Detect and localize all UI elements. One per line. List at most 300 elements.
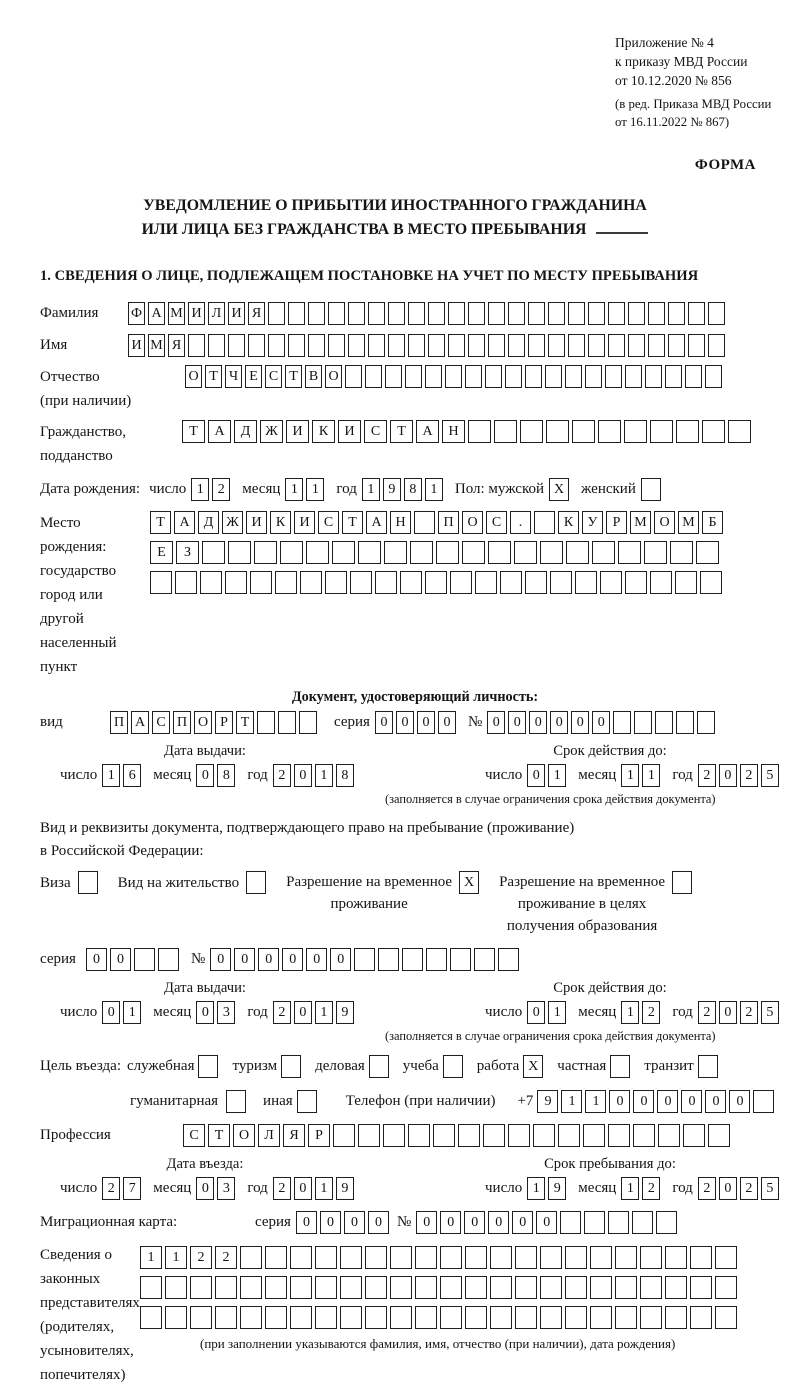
char-cell[interactable] bbox=[558, 1124, 580, 1147]
char-cell[interactable] bbox=[650, 571, 672, 594]
char-cell[interactable] bbox=[345, 365, 362, 388]
char-cell[interactable] bbox=[655, 711, 673, 734]
char-cell[interactable]: П bbox=[438, 511, 459, 534]
char-cell[interactable]: 1 bbox=[362, 478, 380, 501]
char-cell[interactable]: 0 bbox=[344, 1211, 365, 1234]
char-cell[interactable] bbox=[365, 1246, 387, 1269]
char-cell[interactable] bbox=[688, 302, 705, 325]
stay-year-input[interactable] bbox=[698, 1177, 782, 1200]
char-cell[interactable] bbox=[690, 1246, 712, 1269]
char-cell[interactable] bbox=[488, 541, 511, 564]
char-cell[interactable] bbox=[546, 420, 569, 443]
char-cell[interactable]: 2 bbox=[273, 1177, 291, 1200]
char-cell[interactable]: 1 bbox=[315, 1001, 333, 1024]
char-cell[interactable]: 5 bbox=[761, 1001, 779, 1024]
char-cell[interactable]: 0 bbox=[512, 1211, 533, 1234]
char-cell[interactable] bbox=[705, 365, 722, 388]
char-cell[interactable]: 1 bbox=[285, 478, 303, 501]
char-cell[interactable]: 0 bbox=[681, 1090, 702, 1113]
char-cell[interactable]: О bbox=[462, 511, 483, 534]
char-cell[interactable] bbox=[508, 302, 525, 325]
char-cell[interactable] bbox=[708, 1124, 730, 1147]
char-cell[interactable] bbox=[390, 1276, 412, 1299]
char-cell[interactable] bbox=[332, 541, 355, 564]
char-cell[interactable]: 3 bbox=[217, 1177, 235, 1200]
char-cell[interactable] bbox=[308, 334, 325, 357]
char-cell[interactable] bbox=[290, 1306, 312, 1329]
char-cell[interactable] bbox=[436, 541, 459, 564]
char-cell[interactable] bbox=[440, 1246, 462, 1269]
char-cell[interactable]: 0 bbox=[488, 1211, 509, 1234]
char-cell[interactable]: И bbox=[228, 302, 245, 325]
char-cell[interactable]: 2 bbox=[642, 1177, 660, 1200]
char-cell[interactable]: 2 bbox=[273, 764, 291, 787]
char-cell[interactable] bbox=[465, 365, 482, 388]
char-cell[interactable]: 1 bbox=[315, 764, 333, 787]
char-cell[interactable] bbox=[190, 1306, 212, 1329]
edu-permit-checkbox[interactable] bbox=[672, 871, 695, 894]
char-cell[interactable] bbox=[583, 1124, 605, 1147]
char-cell[interactable]: 0 bbox=[719, 1001, 737, 1024]
char-cell[interactable] bbox=[440, 1276, 462, 1299]
char-cell[interactable] bbox=[600, 571, 622, 594]
char-cell[interactable] bbox=[448, 334, 465, 357]
char-cell[interactable] bbox=[340, 1246, 362, 1269]
birthplace-row3-input[interactable] bbox=[150, 571, 726, 594]
char-cell[interactable] bbox=[475, 571, 497, 594]
char-cell[interactable] bbox=[590, 1246, 612, 1269]
char-cell[interactable]: О bbox=[194, 711, 212, 734]
char-cell[interactable] bbox=[140, 1276, 162, 1299]
char-cell[interactable]: 0 bbox=[282, 948, 303, 971]
char-cell[interactable] bbox=[584, 1211, 605, 1234]
char-cell[interactable]: К bbox=[312, 420, 335, 443]
permit-valid-year-input[interactable] bbox=[698, 1001, 782, 1024]
char-cell[interactable]: 1 bbox=[621, 764, 639, 787]
char-cell[interactable]: С bbox=[364, 420, 387, 443]
char-cell[interactable] bbox=[490, 1246, 512, 1269]
char-cell[interactable]: 0 bbox=[417, 711, 435, 734]
char-cell[interactable] bbox=[448, 302, 465, 325]
char-cell[interactable] bbox=[610, 1055, 630, 1078]
char-cell[interactable] bbox=[608, 302, 625, 325]
char-cell[interactable] bbox=[428, 302, 445, 325]
char-cell[interactable] bbox=[715, 1306, 737, 1329]
char-cell[interactable] bbox=[528, 302, 545, 325]
citizenship-input[interactable] bbox=[182, 420, 754, 443]
char-cell[interactable]: 0 bbox=[719, 764, 737, 787]
char-cell[interactable] bbox=[378, 948, 399, 971]
char-cell[interactable] bbox=[265, 1246, 287, 1269]
char-cell[interactable] bbox=[428, 334, 445, 357]
char-cell[interactable] bbox=[483, 1124, 505, 1147]
char-cell[interactable] bbox=[325, 571, 347, 594]
char-cell[interactable] bbox=[450, 948, 471, 971]
char-cell[interactable] bbox=[425, 571, 447, 594]
char-cell[interactable]: 0 bbox=[296, 1211, 317, 1234]
char-cell[interactable]: 9 bbox=[548, 1177, 566, 1200]
char-cell[interactable] bbox=[328, 302, 345, 325]
char-cell[interactable]: 0 bbox=[529, 711, 547, 734]
char-cell[interactable]: 2 bbox=[698, 1177, 716, 1200]
doc-series-input[interactable] bbox=[375, 711, 459, 734]
permit-series-input[interactable] bbox=[86, 948, 182, 971]
char-cell[interactable]: О bbox=[185, 365, 202, 388]
char-cell[interactable]: Я bbox=[283, 1124, 305, 1147]
birth-year-input[interactable] bbox=[362, 478, 446, 501]
char-cell[interactable]: 0 bbox=[320, 1211, 341, 1234]
char-cell[interactable] bbox=[315, 1276, 337, 1299]
char-cell[interactable] bbox=[225, 571, 247, 594]
doc-number-input[interactable] bbox=[487, 711, 718, 734]
char-cell[interactable] bbox=[575, 571, 597, 594]
purpose-commercial-checkbox[interactable] bbox=[369, 1055, 392, 1078]
char-cell[interactable]: 0 bbox=[294, 1001, 312, 1024]
char-cell[interactable] bbox=[240, 1306, 262, 1329]
char-cell[interactable]: 9 bbox=[383, 478, 401, 501]
char-cell[interactable] bbox=[300, 571, 322, 594]
char-cell[interactable]: Я bbox=[168, 334, 185, 357]
char-cell[interactable]: 1 bbox=[548, 764, 566, 787]
char-cell[interactable] bbox=[675, 571, 697, 594]
char-cell[interactable] bbox=[485, 365, 502, 388]
char-cell[interactable] bbox=[572, 420, 595, 443]
char-cell[interactable]: 1 bbox=[123, 1001, 141, 1024]
char-cell[interactable] bbox=[390, 1306, 412, 1329]
char-cell[interactable]: М bbox=[678, 511, 699, 534]
char-cell[interactable]: И bbox=[246, 511, 267, 534]
char-cell[interactable] bbox=[628, 302, 645, 325]
char-cell[interactable]: 8 bbox=[217, 764, 235, 787]
char-cell[interactable]: Ж bbox=[260, 420, 283, 443]
doc-kind-input[interactable] bbox=[110, 711, 320, 734]
char-cell[interactable]: К bbox=[270, 511, 291, 534]
char-cell[interactable] bbox=[462, 541, 485, 564]
char-cell[interactable] bbox=[290, 1276, 312, 1299]
char-cell[interactable]: А bbox=[131, 711, 149, 734]
char-cell[interactable] bbox=[383, 1124, 405, 1147]
char-cell[interactable] bbox=[290, 1246, 312, 1269]
patronymic-input[interactable] bbox=[185, 365, 725, 388]
char-cell[interactable] bbox=[228, 541, 251, 564]
purpose-tourism-checkbox[interactable] bbox=[281, 1055, 304, 1078]
char-cell[interactable] bbox=[468, 334, 485, 357]
sex-male-checkbox[interactable] bbox=[549, 478, 572, 501]
char-cell[interactable] bbox=[408, 1124, 430, 1147]
char-cell[interactable] bbox=[275, 571, 297, 594]
char-cell[interactable] bbox=[281, 1055, 301, 1078]
char-cell[interactable] bbox=[348, 302, 365, 325]
char-cell[interactable]: Е bbox=[150, 541, 173, 564]
char-cell[interactable] bbox=[548, 334, 565, 357]
char-cell[interactable]: С bbox=[486, 511, 507, 534]
char-cell[interactable] bbox=[640, 1306, 662, 1329]
char-cell[interactable]: Ф bbox=[128, 302, 145, 325]
char-cell[interactable] bbox=[634, 711, 652, 734]
char-cell[interactable] bbox=[658, 1124, 680, 1147]
char-cell[interactable]: 0 bbox=[536, 1211, 557, 1234]
char-cell[interactable]: О bbox=[233, 1124, 255, 1147]
char-cell[interactable] bbox=[633, 1124, 655, 1147]
stay-day-input[interactable] bbox=[527, 1177, 569, 1200]
char-cell[interactable] bbox=[402, 948, 423, 971]
char-cell[interactable] bbox=[540, 541, 563, 564]
char-cell[interactable]: 0 bbox=[527, 764, 545, 787]
char-cell[interactable] bbox=[508, 1124, 530, 1147]
stay-month-input[interactable] bbox=[621, 1177, 663, 1200]
char-cell[interactable] bbox=[415, 1276, 437, 1299]
char-cell[interactable] bbox=[645, 365, 662, 388]
char-cell[interactable] bbox=[265, 1276, 287, 1299]
char-cell[interactable] bbox=[240, 1246, 262, 1269]
char-cell[interactable]: А bbox=[366, 511, 387, 534]
char-cell[interactable]: 5 bbox=[761, 1177, 779, 1200]
char-cell[interactable]: . bbox=[510, 511, 531, 534]
char-cell[interactable]: М bbox=[148, 334, 165, 357]
char-cell[interactable]: 0 bbox=[440, 1211, 461, 1234]
char-cell[interactable]: Т bbox=[236, 711, 254, 734]
char-cell[interactable] bbox=[515, 1276, 537, 1299]
char-cell[interactable] bbox=[540, 1246, 562, 1269]
purpose-private-checkbox[interactable] bbox=[610, 1055, 633, 1078]
char-cell[interactable] bbox=[415, 1306, 437, 1329]
char-cell[interactable]: 2 bbox=[273, 1001, 291, 1024]
char-cell[interactable]: Т bbox=[390, 420, 413, 443]
doc-issue-day-input[interactable] bbox=[102, 764, 144, 787]
char-cell[interactable]: Н bbox=[390, 511, 411, 534]
char-cell[interactable] bbox=[254, 541, 277, 564]
char-cell[interactable]: 0 bbox=[330, 948, 351, 971]
char-cell[interactable]: 2 bbox=[215, 1246, 237, 1269]
char-cell[interactable] bbox=[545, 365, 562, 388]
char-cell[interactable] bbox=[648, 334, 665, 357]
sex-female-checkbox[interactable] bbox=[641, 478, 664, 501]
char-cell[interactable] bbox=[753, 1090, 774, 1113]
char-cell[interactable] bbox=[308, 302, 325, 325]
char-cell[interactable]: С bbox=[265, 365, 282, 388]
char-cell[interactable] bbox=[400, 571, 422, 594]
char-cell[interactable] bbox=[433, 1124, 455, 1147]
char-cell[interactable] bbox=[288, 302, 305, 325]
char-cell[interactable]: М bbox=[630, 511, 651, 534]
char-cell[interactable] bbox=[268, 302, 285, 325]
char-cell[interactable] bbox=[515, 1306, 537, 1329]
char-cell[interactable] bbox=[592, 541, 615, 564]
char-cell[interactable]: Т bbox=[182, 420, 205, 443]
char-cell[interactable] bbox=[215, 1306, 237, 1329]
char-cell[interactable] bbox=[624, 420, 647, 443]
char-cell[interactable]: Л bbox=[208, 302, 225, 325]
char-cell[interactable] bbox=[685, 365, 702, 388]
char-cell[interactable] bbox=[208, 334, 225, 357]
char-cell[interactable]: З bbox=[176, 541, 199, 564]
char-cell[interactable] bbox=[488, 302, 505, 325]
char-cell[interactable] bbox=[299, 711, 317, 734]
char-cell[interactable] bbox=[644, 541, 667, 564]
doc-issue-month-input[interactable] bbox=[196, 764, 238, 787]
char-cell[interactable] bbox=[257, 711, 275, 734]
representatives-row2-input[interactable] bbox=[140, 1276, 740, 1299]
char-cell[interactable]: Л bbox=[258, 1124, 280, 1147]
char-cell[interactable]: 0 bbox=[375, 711, 393, 734]
char-cell[interactable] bbox=[365, 1306, 387, 1329]
char-cell[interactable]: Т bbox=[285, 365, 302, 388]
char-cell[interactable]: Ч bbox=[225, 365, 242, 388]
char-cell[interactable] bbox=[445, 365, 462, 388]
char-cell[interactable] bbox=[676, 711, 694, 734]
representatives-row1-input[interactable] bbox=[140, 1246, 740, 1269]
char-cell[interactable] bbox=[565, 1276, 587, 1299]
char-cell[interactable] bbox=[520, 420, 543, 443]
char-cell[interactable]: А bbox=[148, 302, 165, 325]
char-cell[interactable] bbox=[354, 948, 375, 971]
lastname-input[interactable] bbox=[128, 302, 728, 325]
char-cell[interactable] bbox=[158, 948, 179, 971]
char-cell[interactable] bbox=[414, 511, 435, 534]
purpose-study-checkbox[interactable] bbox=[443, 1055, 466, 1078]
phone-input[interactable] bbox=[537, 1090, 777, 1113]
char-cell[interactable] bbox=[405, 365, 422, 388]
char-cell[interactable] bbox=[190, 1276, 212, 1299]
char-cell[interactable] bbox=[340, 1276, 362, 1299]
char-cell[interactable]: П bbox=[173, 711, 191, 734]
char-cell[interactable]: Р bbox=[215, 711, 233, 734]
char-cell[interactable]: Т bbox=[208, 1124, 230, 1147]
char-cell[interactable]: 0 bbox=[416, 1211, 437, 1234]
char-cell[interactable] bbox=[640, 1276, 662, 1299]
char-cell[interactable]: X bbox=[459, 871, 479, 894]
char-cell[interactable]: 1 bbox=[621, 1177, 639, 1200]
mig-series-input[interactable] bbox=[296, 1211, 392, 1234]
char-cell[interactable] bbox=[550, 571, 572, 594]
char-cell[interactable]: 0 bbox=[110, 948, 131, 971]
char-cell[interactable] bbox=[268, 334, 285, 357]
char-cell[interactable]: 0 bbox=[294, 1177, 312, 1200]
char-cell[interactable]: 0 bbox=[396, 711, 414, 734]
char-cell[interactable]: 0 bbox=[609, 1090, 630, 1113]
char-cell[interactable] bbox=[202, 541, 225, 564]
char-cell[interactable] bbox=[134, 948, 155, 971]
char-cell[interactable] bbox=[525, 571, 547, 594]
char-cell[interactable] bbox=[702, 420, 725, 443]
char-cell[interactable] bbox=[198, 1055, 218, 1078]
char-cell[interactable]: 8 bbox=[404, 478, 422, 501]
char-cell[interactable]: Т bbox=[205, 365, 222, 388]
char-cell[interactable] bbox=[248, 334, 265, 357]
char-cell[interactable] bbox=[605, 365, 622, 388]
char-cell[interactable]: 1 bbox=[527, 1177, 545, 1200]
char-cell[interactable]: Н bbox=[442, 420, 465, 443]
char-cell[interactable]: Р bbox=[308, 1124, 330, 1147]
char-cell[interactable]: 0 bbox=[705, 1090, 726, 1113]
char-cell[interactable] bbox=[565, 1246, 587, 1269]
char-cell[interactable] bbox=[588, 334, 605, 357]
doc-valid-year-input[interactable] bbox=[698, 764, 782, 787]
char-cell[interactable] bbox=[188, 334, 205, 357]
char-cell[interactable]: 1 bbox=[165, 1246, 187, 1269]
char-cell[interactable]: С bbox=[183, 1124, 205, 1147]
char-cell[interactable] bbox=[525, 365, 542, 388]
char-cell[interactable] bbox=[690, 1276, 712, 1299]
char-cell[interactable] bbox=[358, 1124, 380, 1147]
char-cell[interactable]: 0 bbox=[294, 764, 312, 787]
char-cell[interactable] bbox=[375, 571, 397, 594]
char-cell[interactable]: 0 bbox=[633, 1090, 654, 1113]
birthplace-row2-input[interactable] bbox=[150, 541, 726, 564]
char-cell[interactable]: 0 bbox=[527, 1001, 545, 1024]
purpose-humanitarian-checkbox[interactable] bbox=[226, 1090, 249, 1113]
entry-day-input[interactable] bbox=[102, 1177, 144, 1200]
char-cell[interactable] bbox=[333, 1124, 355, 1147]
char-cell[interactable] bbox=[368, 334, 385, 357]
char-cell[interactable] bbox=[425, 365, 442, 388]
char-cell[interactable] bbox=[688, 334, 705, 357]
char-cell[interactable]: 2 bbox=[740, 764, 758, 787]
char-cell[interactable] bbox=[494, 420, 517, 443]
char-cell[interactable]: А bbox=[174, 511, 195, 534]
char-cell[interactable]: 5 bbox=[761, 764, 779, 787]
char-cell[interactable] bbox=[560, 1211, 581, 1234]
char-cell[interactable] bbox=[505, 365, 522, 388]
char-cell[interactable] bbox=[566, 541, 589, 564]
purpose-other-checkbox[interactable] bbox=[297, 1090, 320, 1113]
temp-permit-checkbox[interactable] bbox=[459, 871, 482, 894]
char-cell[interactable]: 2 bbox=[740, 1177, 758, 1200]
char-cell[interactable]: 9 bbox=[336, 1177, 354, 1200]
permit-issue-day-input[interactable] bbox=[102, 1001, 144, 1024]
char-cell[interactable]: В bbox=[305, 365, 322, 388]
char-cell[interactable]: О bbox=[325, 365, 342, 388]
char-cell[interactable]: 9 bbox=[336, 1001, 354, 1024]
char-cell[interactable] bbox=[625, 365, 642, 388]
char-cell[interactable]: 0 bbox=[571, 711, 589, 734]
birthplace-row1-input[interactable] bbox=[150, 511, 726, 534]
purpose-transit-checkbox[interactable] bbox=[698, 1055, 721, 1078]
char-cell[interactable] bbox=[608, 1124, 630, 1147]
char-cell[interactable]: 1 bbox=[585, 1090, 606, 1113]
permit-valid-day-input[interactable] bbox=[527, 1001, 569, 1024]
char-cell[interactable]: 2 bbox=[740, 1001, 758, 1024]
char-cell[interactable] bbox=[665, 365, 682, 388]
char-cell[interactable]: М bbox=[168, 302, 185, 325]
char-cell[interactable]: 6 bbox=[123, 764, 141, 787]
char-cell[interactable] bbox=[641, 478, 661, 501]
char-cell[interactable] bbox=[297, 1090, 317, 1113]
char-cell[interactable] bbox=[390, 1246, 412, 1269]
char-cell[interactable] bbox=[568, 334, 585, 357]
char-cell[interactable]: Е bbox=[245, 365, 262, 388]
char-cell[interactable] bbox=[465, 1246, 487, 1269]
char-cell[interactable] bbox=[608, 1211, 629, 1234]
char-cell[interactable]: 1 bbox=[102, 764, 120, 787]
char-cell[interactable]: 1 bbox=[140, 1246, 162, 1269]
char-cell[interactable] bbox=[590, 1306, 612, 1329]
char-cell[interactable] bbox=[458, 1124, 480, 1147]
char-cell[interactable] bbox=[175, 571, 197, 594]
mig-number-input[interactable] bbox=[416, 1211, 680, 1234]
char-cell[interactable] bbox=[384, 541, 407, 564]
char-cell[interactable]: 0 bbox=[102, 1001, 120, 1024]
char-cell[interactable] bbox=[140, 1306, 162, 1329]
char-cell[interactable] bbox=[315, 1306, 337, 1329]
char-cell[interactable] bbox=[676, 420, 699, 443]
char-cell[interactable] bbox=[515, 1246, 537, 1269]
char-cell[interactable] bbox=[708, 334, 725, 357]
char-cell[interactable] bbox=[648, 302, 665, 325]
char-cell[interactable] bbox=[490, 1306, 512, 1329]
char-cell[interactable] bbox=[632, 1211, 653, 1234]
char-cell[interactable] bbox=[165, 1306, 187, 1329]
